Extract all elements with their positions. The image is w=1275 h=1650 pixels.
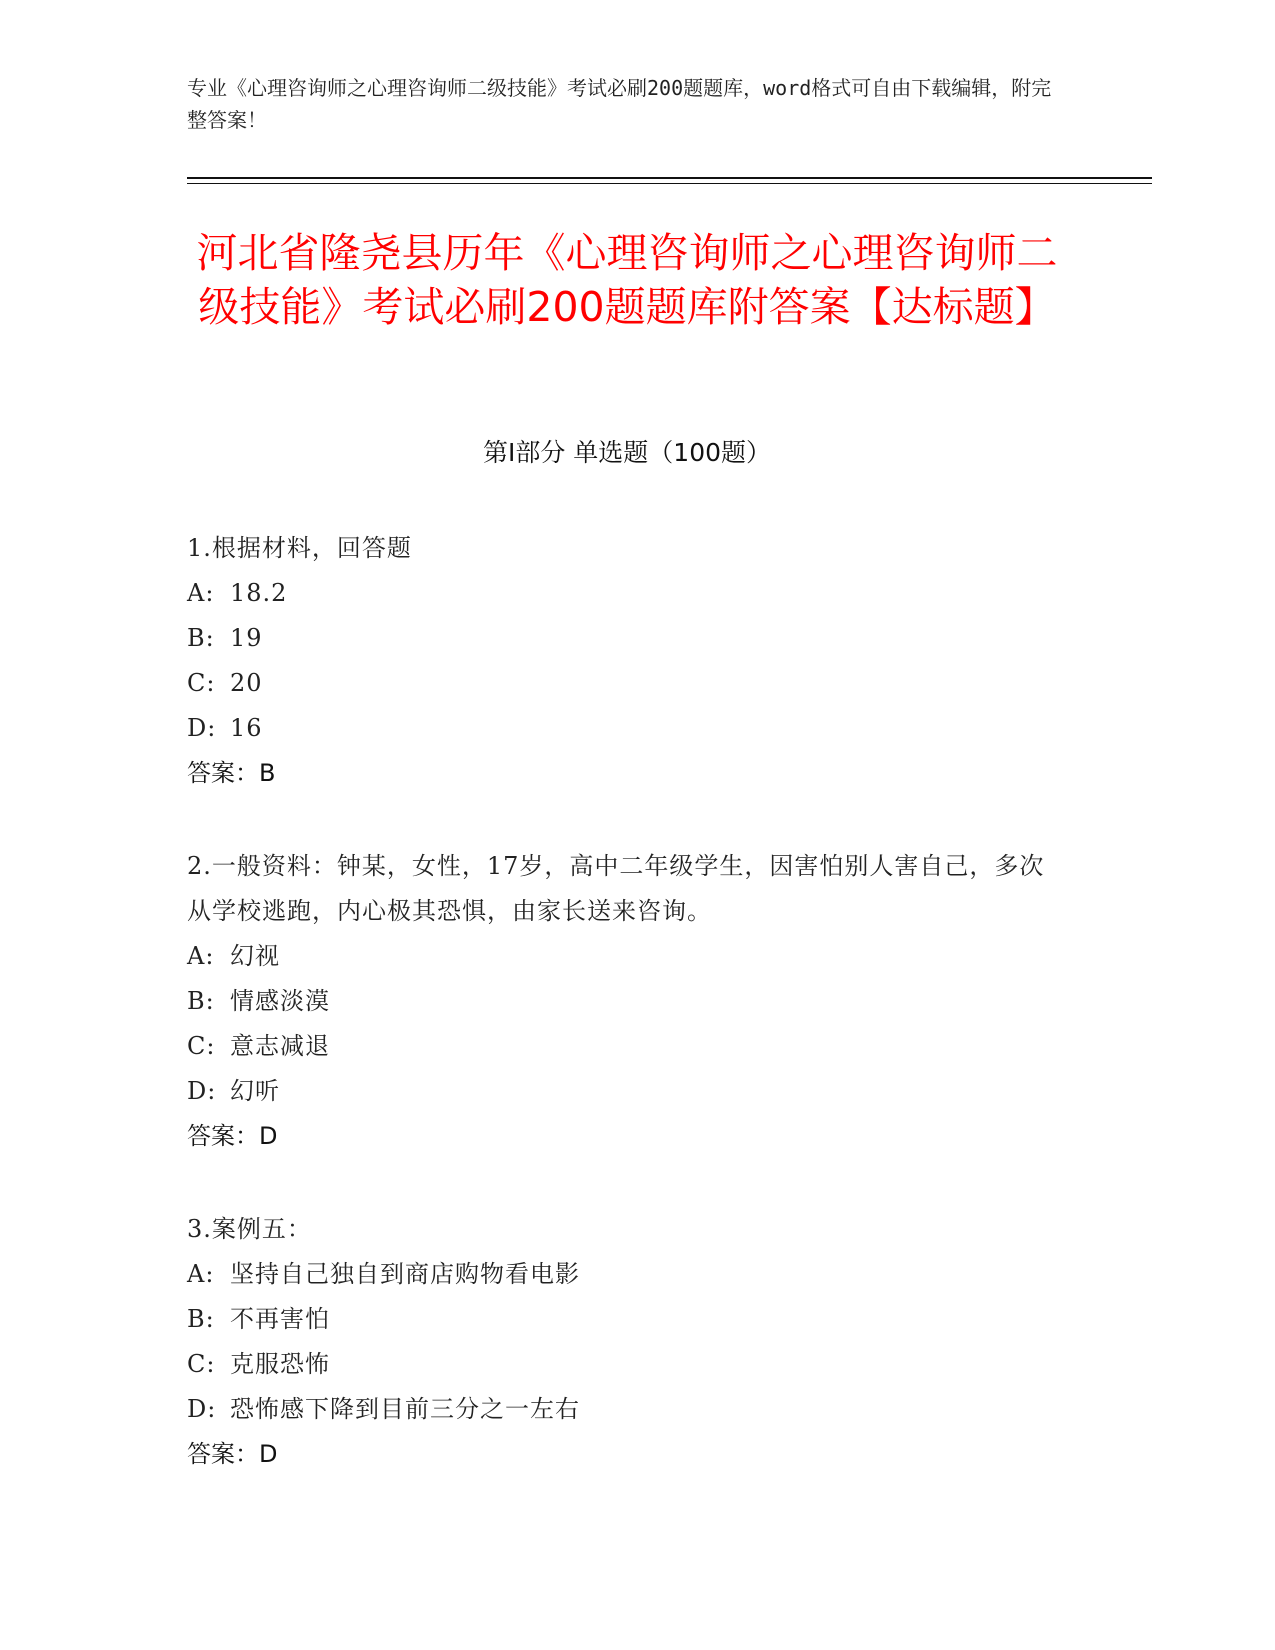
- question-1: [187, 526, 1067, 796]
- option-text: 幻听: [230, 1077, 280, 1105]
- option-d: [187, 706, 1067, 751]
- intro-text: 专业《心理咨询师之心理咨询师二级技能》考试必刷200题题库，word格式可自由下载编辑，附完整答案！: [187, 76, 1052, 132]
- option-b: [187, 616, 1067, 661]
- option-a: [187, 1252, 1067, 1297]
- option-a: [187, 571, 1067, 616]
- option-text: 19: [230, 624, 263, 652]
- document-title: 河北省隆尧县历年《心理咨询师之心理咨询师二级技能》考试必刷200题题库附答案【达标题】: [196, 229, 1058, 331]
- option-text: 克服恐怖: [230, 1350, 330, 1378]
- option-text: 幻视: [230, 942, 280, 970]
- question-text: 3.案例五：: [187, 1215, 312, 1243]
- option-text: 16: [230, 714, 263, 742]
- option-key: A:: [187, 1260, 215, 1288]
- option-key: D:: [187, 1395, 217, 1423]
- option-b: [187, 1297, 1067, 1342]
- answer-line: 答案：D: [187, 1122, 278, 1150]
- option-text: 不再害怕: [230, 1305, 330, 1333]
- section-title: 第Ⅰ部分 单选题（100题）: [482, 438, 772, 467]
- answer-line: 答案：D: [187, 1440, 278, 1468]
- option-key: A:: [187, 942, 215, 970]
- option-key: C:: [187, 669, 216, 697]
- option-key: A:: [187, 579, 215, 607]
- question-3: [187, 1207, 1067, 1477]
- option-key: B:: [187, 1305, 215, 1333]
- option-key: B:: [187, 987, 215, 1015]
- option-text: 意志减退: [230, 1032, 330, 1060]
- question-text: 2.一般资料：钟某，女性，17岁，高中二年级学生，因害怕别人害自己，多次从学校逃跑，内心极其恐惧，由家长送来咨询。: [187, 852, 1045, 925]
- question-list: [187, 526, 1067, 1525]
- option-c: [187, 1342, 1067, 1387]
- option-key: D:: [187, 714, 217, 742]
- option-d: [187, 1069, 1067, 1114]
- option-c: [187, 661, 1067, 706]
- option-text: 20: [230, 669, 263, 697]
- option-key: D:: [187, 1077, 217, 1105]
- header-divider-thick: [187, 177, 1152, 179]
- question-2: [187, 844, 1067, 1159]
- option-b: [187, 979, 1067, 1024]
- header-divider-thin: [187, 183, 1152, 184]
- option-key: C:: [187, 1032, 216, 1060]
- answer-line: 答案：B: [187, 759, 276, 787]
- option-text: 坚持自己独自到商店购物看电影: [230, 1260, 580, 1288]
- option-c: [187, 1024, 1067, 1069]
- option-text: 情感淡漠: [230, 987, 330, 1015]
- option-key: B:: [187, 624, 215, 652]
- option-key: C:: [187, 1350, 216, 1378]
- option-d: [187, 1387, 1067, 1432]
- option-text: 18.2: [230, 579, 288, 607]
- option-a: [187, 934, 1067, 979]
- option-text: 恐怖感下降到目前三分之一左右: [230, 1395, 580, 1423]
- question-text: 1.根据材料，回答题: [187, 534, 412, 562]
